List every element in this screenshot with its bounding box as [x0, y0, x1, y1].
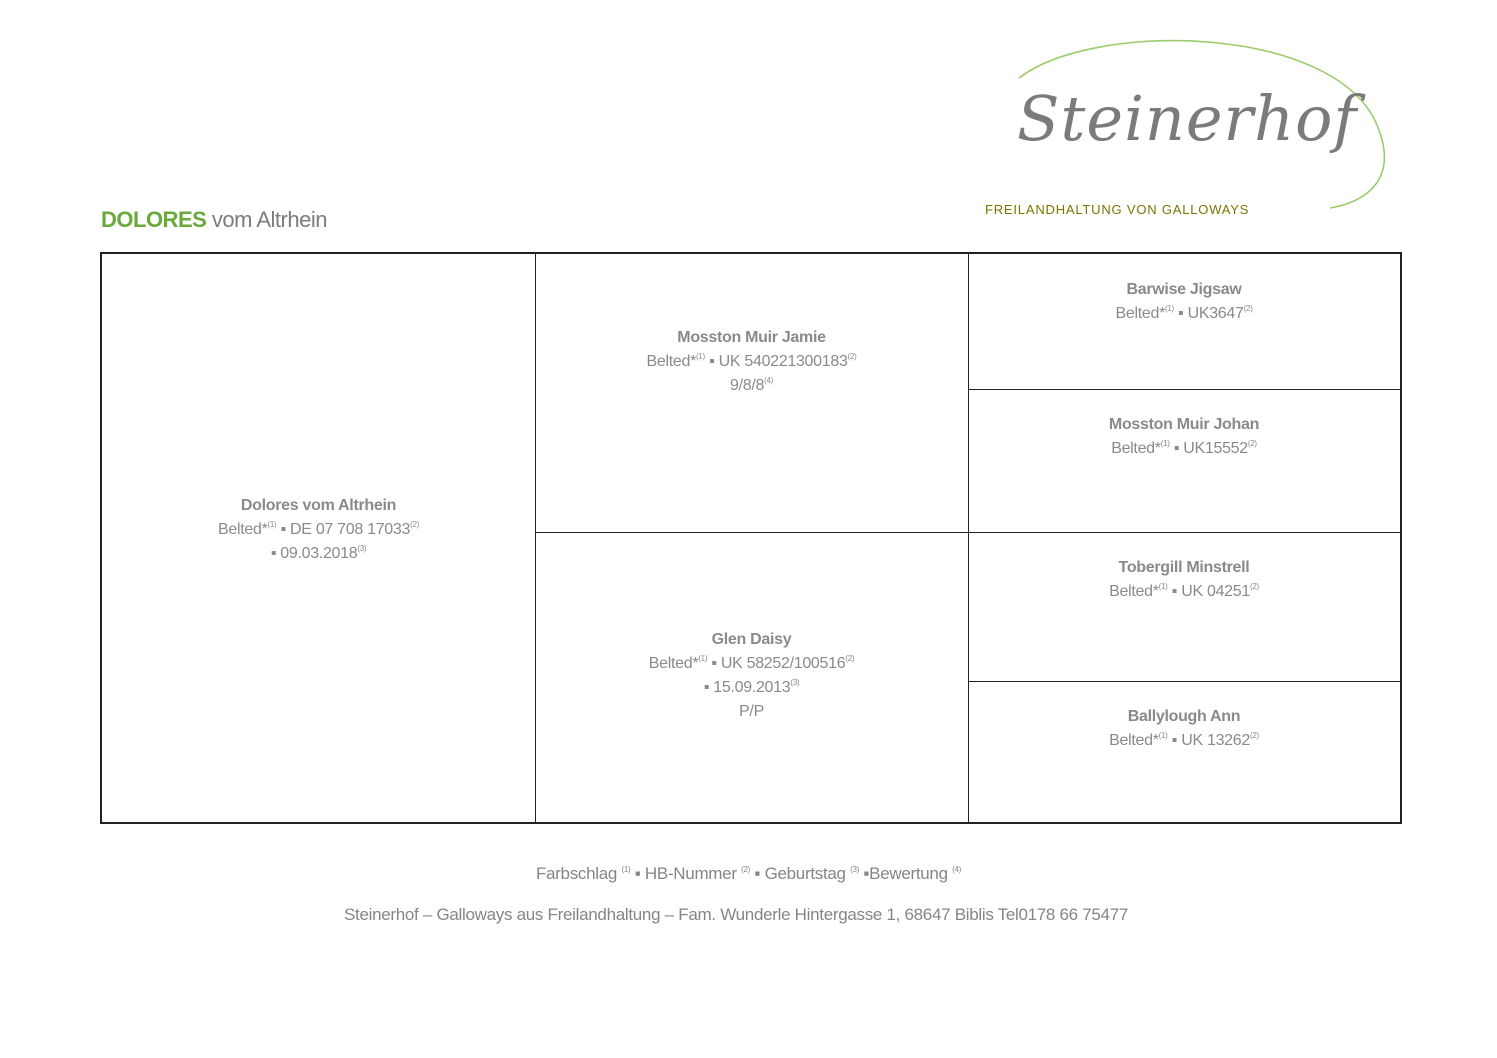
pedigree-dam-dam [968, 681, 1400, 822]
title-suffix: vom Altrhein [206, 207, 327, 232]
dam-sire-line1: Belted*$^{(1)}$ ▪ UK 04251$^{(2)}$ [1109, 582, 1259, 600]
contact-line: Steinerhof – Galloways aus Freilandhaltung – Fam. Wunderle Hintergasse 1, 68647 Biblis Tel0178 66 75477 [343, 905, 1129, 924]
steinerhof-logo [985, 30, 1395, 217]
pedigree-table [100, 252, 1402, 824]
sire-line2: 9/8/8$^{(4)}$ [730, 376, 773, 394]
pedigree-sire-dam [968, 389, 1400, 533]
pedigree-animal [102, 254, 536, 822]
dam-line3: P/P [739, 703, 764, 720]
title-name: DOLORES [101, 207, 207, 232]
animal-line1: Belted*$^{(1)}$ ▪ DE 07 708 17033$^{(2)}$ [218, 520, 419, 538]
sire-sire-line1: Belted*$^{(1)}$ ▪ UK3647$^{(2)}$ [1115, 304, 1253, 322]
dam-sire-name: Tobergill Minstrell [1118, 559, 1250, 576]
sire-dam-name: Mosston Muir Johan [1108, 416, 1260, 433]
animal-name: Dolores vom Altrhein [240, 497, 397, 514]
sire-line1: Belted*$^{(1)}$ ▪ UK 540221300183$^{(2)}$ [646, 352, 857, 370]
logo-wordmark: Steinerhof [1017, 82, 1358, 155]
page-title [101, 207, 327, 233]
pedigree-dam [535, 532, 969, 822]
dam-line2: ▪ 15.09.2013$^{(3)}$ [703, 678, 800, 696]
footnote-legend: Farbschlag $^{(1)}$ ▪ HB-Nummer $^{(2)}$ ▪ Geburtstag $^{(3)}$ ▪Bewertung $^{(4)}$ [535, 864, 962, 883]
sire-name: Mosston Muir Jamie [677, 329, 826, 346]
sire-dam-line1: Belted*$^{(1)}$ ▪ UK15552$^{(2)}$ [1111, 439, 1257, 457]
dam-name: Glen Daisy [711, 631, 792, 648]
pedigree-dam-sire [968, 532, 1400, 682]
dam-dam-name: Ballylough Ann [1127, 708, 1241, 725]
pedigree-sire-sire [968, 254, 1400, 390]
dam-line1: Belted*$^{(1)}$ ▪ UK 58252/100516$^{(2)}$ [648, 654, 855, 672]
logo-tagline: FREILANDHALTUNG VON GALLOWAYS [985, 202, 1250, 217]
pedigree-sire [535, 254, 969, 533]
dam-dam-line1: Belted*$^{(1)}$ ▪ UK 13262$^{(2)}$ [1109, 731, 1259, 749]
sire-sire-name: Barwise Jigsaw [1126, 281, 1242, 298]
animal-line2: ▪ 09.03.2018$^{(3)}$ [270, 544, 367, 562]
